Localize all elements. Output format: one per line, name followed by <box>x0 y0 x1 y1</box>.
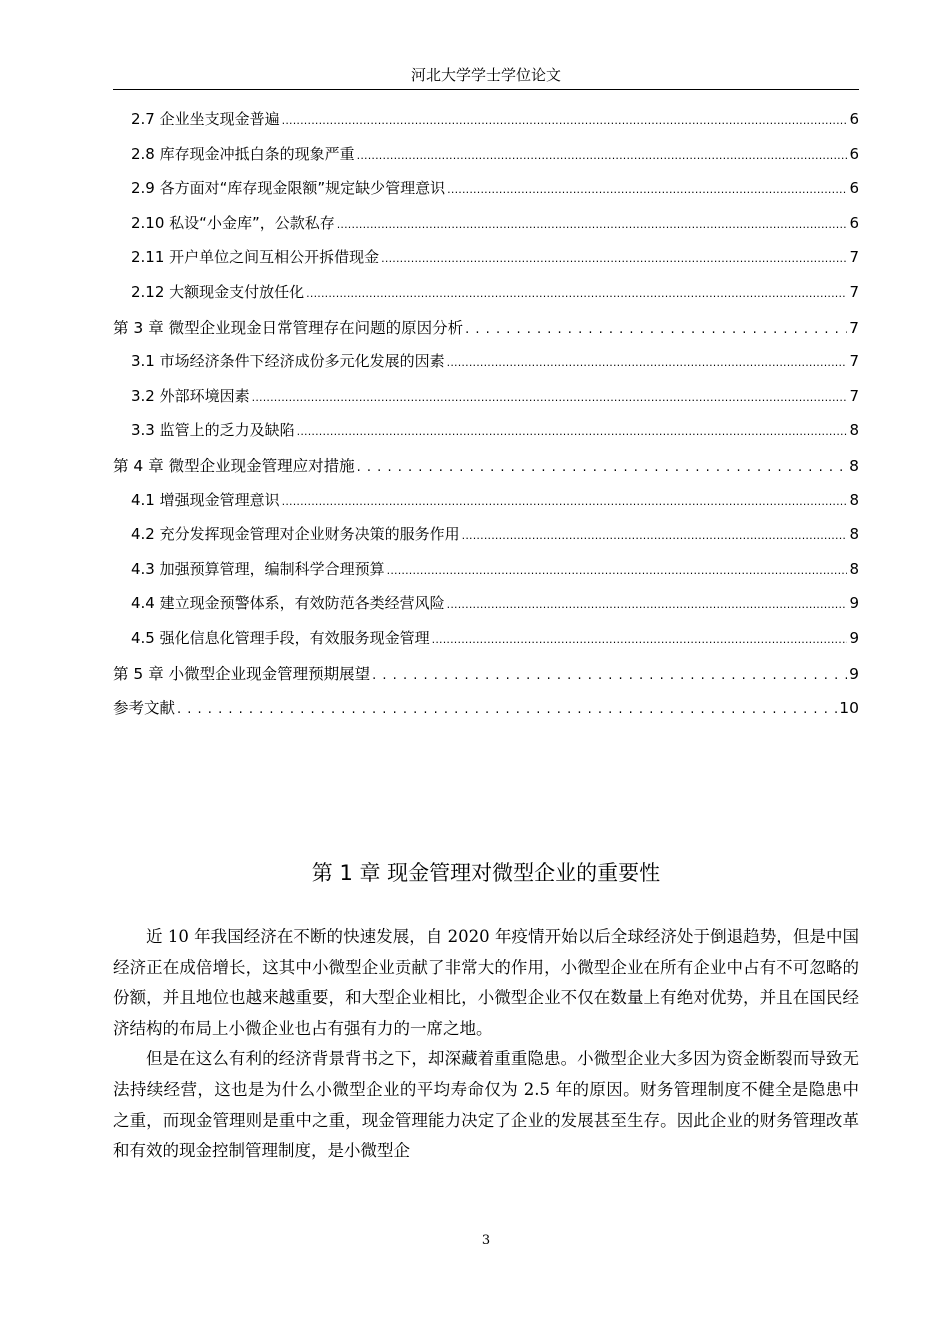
toc-entry-page: 8 <box>849 421 859 440</box>
toc-entry-page: 7 <box>849 248 859 267</box>
toc-entry[interactable] <box>113 662 859 697</box>
toc-entry-label: 2.11 开户单位之间互相公开拆借现金 <box>131 248 380 267</box>
toc-entry[interactable] <box>113 316 859 351</box>
toc-entry-page: 6 <box>849 213 859 232</box>
body-paragraph: 但是在这么有利的经济背景背书之下，却深藏着重重隐患。小微型企业大多因为资金断裂而导致无法持续经营，这也是为什么小微型企业的平均寿命仅为 2.5 年的原因。财务管理制度不健全是隐患中之重，而现金管理则是重中之重，现金管理能力决定了企业的发展甚至生存。因此企业的财务管理改革和有效的现金控制管理制度，是小微型企 <box>113 1049 859 1161</box>
toc-dot-leader <box>337 214 848 232</box>
toc-entry[interactable] <box>113 454 859 489</box>
toc-entry-page: 8 <box>849 490 859 509</box>
toc-entry-page: 7 <box>849 386 859 405</box>
toc-dot-leader <box>357 145 848 163</box>
toc-entry-label: 3.2 外部环境因素 <box>131 386 250 405</box>
toc-entry-label: 4.1 增强现金管理意识 <box>131 490 280 509</box>
toc-dot-leader <box>465 319 847 337</box>
toc-dot-leader <box>462 525 848 543</box>
toc-entry-label: 4.4 建立现金预警体系，有效防范各类经营风险 <box>131 594 445 613</box>
toc-entry[interactable] <box>113 523 859 558</box>
toc-dot-leader <box>447 352 848 370</box>
toc-entry-label: 第 3 章 微型企业现金日常管理存在问题的原因分析 <box>113 318 464 337</box>
toc-entry-label: 4.2 充分发挥现金管理对企业财务决策的服务作用 <box>131 525 460 544</box>
toc-entry-page: 8 <box>849 559 859 578</box>
toc-entry[interactable] <box>113 489 859 524</box>
toc-entry-page: 6 <box>849 110 859 128</box>
toc-entry[interactable] <box>113 627 859 662</box>
toc-entry-label: 3.3 监管上的乏力及缺陷 <box>131 421 295 440</box>
toc-entry[interactable] <box>113 592 859 627</box>
toc-entry-page: 7 <box>849 352 859 371</box>
chapter-body <box>113 922 859 1167</box>
toc-entry[interactable] <box>113 696 859 731</box>
toc-dot-leader <box>297 421 848 439</box>
toc-dot-leader <box>432 629 848 647</box>
header-rule <box>113 89 859 90</box>
toc-entry[interactable] <box>113 350 859 385</box>
toc-dot-leader <box>306 283 847 301</box>
toc-dot-leader <box>372 665 847 683</box>
toc-entry-page: 7 <box>849 318 859 337</box>
toc-entry-page: 8 <box>849 456 859 475</box>
table-of-contents <box>113 108 859 731</box>
toc-entry-label: 4.5 强化信息化管理手段，有效服务现金管理 <box>131 628 430 647</box>
toc-dot-leader <box>252 387 848 405</box>
toc-dot-leader <box>282 110 848 128</box>
toc-dot-leader <box>177 699 837 717</box>
toc-dot-leader <box>282 491 848 509</box>
toc-entry[interactable] <box>113 246 859 281</box>
toc-entry[interactable] <box>113 177 859 212</box>
toc-entry-page: 10 <box>839 699 859 718</box>
body-paragraph: 近 10 年我国经济在不断的快速发展，自 2020 年疫情开始以后全球经济处于倒退趋势，但是中国经济正在成倍增长，这其中小微型企业贡献了非常大的作用，小微型企业在所有企业中占有不可忽略的份额，并且地位也越来越重要，和大型企业相比，小微型企业不仅在数量上有绝对优势，并且在国民经济结构的布局上小微企业也占有强有力的一席之地。 <box>113 927 859 1038</box>
toc-entry[interactable] <box>113 385 859 420</box>
toc-entry-label: 2.8 库存现金冲抵白条的现象严重 <box>131 144 355 163</box>
toc-entry-label: 2.12 大额现金支付放任化 <box>131 282 305 301</box>
toc-dot-leader <box>447 179 847 197</box>
toc-entry-label: 2.9 各方面对“库存现金限额”规定缺少管理意识 <box>131 179 446 198</box>
toc-dot-leader <box>447 594 848 612</box>
toc-entry-label: 第 5 章 小微型企业现金管理预期展望 <box>113 664 371 683</box>
toc-dot-leader <box>381 248 847 266</box>
toc-entry[interactable] <box>113 281 859 316</box>
toc-entry[interactable] <box>113 212 859 247</box>
toc-entry-label: 3.1 市场经济条件下经济成份多元化发展的因素 <box>131 352 445 371</box>
toc-entry-page: 6 <box>849 179 859 198</box>
toc-entry-page: 7 <box>849 282 859 301</box>
toc-dot-leader <box>387 560 848 578</box>
toc-entry-page: 9 <box>849 628 859 647</box>
toc-entry[interactable] <box>113 143 859 178</box>
toc-entry-page: 9 <box>849 594 859 613</box>
chapter-title: 第 1 章 现金管理对微型企业的重要性 <box>311 861 661 885</box>
toc-entry-label: 2.7 企业坐支现金普遍 <box>131 110 280 128</box>
toc-entry[interactable] <box>113 108 859 143</box>
page-header: 河北大学学士学位论文 <box>410 66 561 84</box>
toc-entry-label: 第 4 章 微型企业现金管理应对措施 <box>113 456 355 475</box>
toc-entry-label: 2.10 私设“小金库”，公款私存 <box>131 213 335 232</box>
toc-entry-label: 参考文献 <box>113 699 176 718</box>
toc-dot-leader <box>357 457 847 475</box>
toc-entry-label: 4.3 加强预算管理，编制科学合理预算 <box>131 559 385 578</box>
toc-entry[interactable] <box>113 419 859 454</box>
toc-entry-page: 6 <box>849 144 859 163</box>
page-number: 3 <box>481 1233 491 1248</box>
toc-entry-page: 9 <box>849 664 859 683</box>
toc-entry-page: 8 <box>849 525 859 544</box>
toc-entry[interactable] <box>113 558 859 593</box>
